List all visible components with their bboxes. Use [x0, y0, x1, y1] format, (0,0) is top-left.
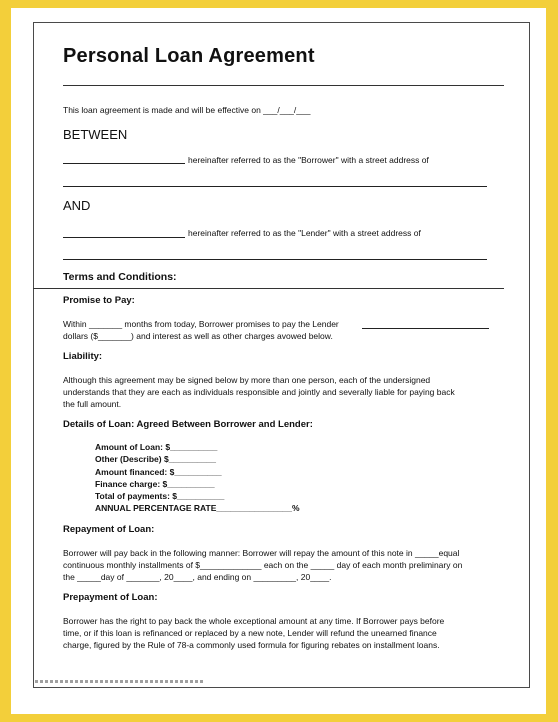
prepayment-line-2: time, or if this loan is refinanced or replaced by a new note, Lender will refund the unearned finance	[63, 628, 437, 638]
liability-line-1: Although this agreement may be signed below by more than one person, each of the undersigned	[63, 375, 431, 385]
detail-finance-charge: Finance charge: $__________	[95, 478, 215, 489]
repayment-line-1: Borrower will pay back in the following manner: Borrower will repay the amount of this note in _____equal	[63, 548, 460, 558]
intro-text: This loan agreement is made and will be effective on ___/___/___	[63, 105, 311, 115]
prepayment-heading: Prepayment of Loan:	[63, 592, 158, 603]
loan-details-list	[95, 441, 300, 515]
document-border	[33, 22, 530, 688]
lender-text: hereinafter referred to as the "Lender" with a street address of	[188, 228, 421, 238]
document-title: Personal Loan Agreement	[63, 45, 315, 67]
liability-heading: Liability:	[63, 351, 103, 362]
terms-heading: Terms and Conditions:	[63, 271, 177, 283]
lender-name-blank	[63, 237, 185, 238]
prepayment-line-1: Borrower has the right to pay back the whole exceptional amount at any time. If Borrower pays before	[63, 616, 445, 626]
document-page	[11, 8, 546, 714]
detail-amount-financed: Amount financed: $__________	[95, 466, 222, 477]
borrower-name-blank	[63, 163, 185, 164]
repayment-heading: Repayment of Loan:	[63, 524, 155, 535]
title-divider	[63, 85, 504, 86]
lender-amount-blank	[362, 328, 489, 329]
liability-line-2: understands that they are each as individuals responsible and jointly and severally liable for paying back	[63, 387, 455, 397]
and-heading: AND	[63, 198, 91, 213]
liability-line-3: the full amount.	[63, 399, 122, 409]
promise-line-1: Within _______ months from today, Borrower promises to pay the Lender	[63, 319, 339, 329]
detail-apr: ANNUAL PERCENTAGE RATE________________%	[95, 503, 300, 514]
detail-amount-of-loan: Amount of Loan: $__________	[95, 442, 218, 452]
promise-line-2: dollars ($_______) and interest as well as other charges avowed below.	[63, 331, 333, 341]
repayment-line-2: continuous monthly installments of $_____________ each on the _____ day of each month preliminary on	[63, 560, 463, 570]
borrower-text: hereinafter referred to as the "Borrower" with a street address of	[188, 155, 429, 165]
cutoff-footer-text	[35, 680, 205, 683]
detail-other: Other (Describe) $__________	[95, 454, 216, 465]
promise-heading: Promise to Pay:	[63, 295, 135, 306]
lender-address-blank	[63, 259, 487, 260]
prepayment-line-3: charge, figured by the Rule of 78-a commonly used formula for figuring rebates on installment loans.	[63, 640, 440, 650]
details-heading: Details of Loan: Agreed Between Borrower and Lender:	[63, 419, 313, 430]
detail-total-payments: Total of payments: $__________	[95, 491, 225, 502]
terms-divider	[33, 288, 504, 289]
repayment-line-3: the _____day of _______, 20____, and ending on _________, 20____.	[63, 572, 332, 582]
borrower-address-blank	[63, 186, 487, 187]
between-heading: BETWEEN	[63, 127, 128, 142]
